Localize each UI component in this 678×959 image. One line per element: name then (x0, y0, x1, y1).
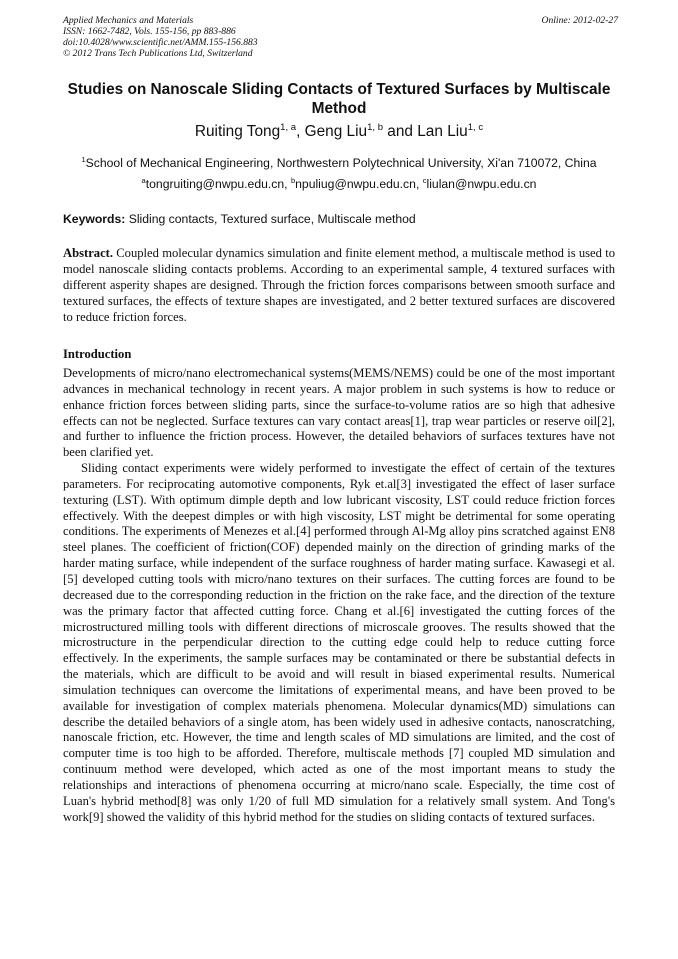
email-separator: , (284, 177, 291, 191)
keywords-text: Sliding contacts, Textured surface, Multiscale method (125, 212, 416, 226)
body-paragraph: Developments of micro/nano electromechanical systems(MEMS/NEMS) could be one of the most important advances in mechanical technology in recent years. A major problem in such systems is how to reduce or enhance friction forces between sliding parts, since the surface-to-volume ratios are so high that adhesive effects can not be neglected. Surface textures can vary contact areas[1], trap wear particles or reserve oil[2], and further to influence the friction process. However, the detailed behaviors of surfaces textures have not been clarified yet. (63, 366, 615, 460)
author-name: Geng Liu (304, 123, 368, 140)
email-superscript: b (290, 175, 296, 185)
journal-header (63, 15, 618, 59)
author-list (63, 122, 615, 141)
abstract (63, 246, 615, 326)
journal-name: Applied Mechanics and Materials (63, 15, 194, 26)
author-separator: , (296, 123, 305, 140)
copyright-line: © 2012 Trans Tech Publications Ltd, Switzerland (63, 48, 253, 59)
abstract-label: Abstract. (63, 246, 114, 260)
email-separator: , (415, 177, 423, 191)
issn-line: ISSN: 1662-7482, Vols. 155-156, pp 883-886 (63, 26, 236, 37)
abstract-text: Coupled molecular dynamics simulation and finite element method, a multiscale method is used to model nanoscale sliding contacts problems. According to an experimental sample, 4 textured surfaces with different asperity shapes are designed. Through the friction forces comparisons between smooth surface and textured surfaces, the effects of texture shapes are investigated, and 2 better textured surfaces are discovered to reduce friction forces. (63, 246, 615, 324)
email-link[interactable]: tongruiting@nwpu.edu.cn (145, 177, 285, 191)
introduction-body (63, 366, 615, 825)
keywords-label: Keywords: (63, 212, 126, 226)
online-date: Online: 2012-02-27 (541, 15, 618, 26)
email-link[interactable]: npuliug@nwpu.edu.cn (295, 177, 416, 191)
paper-title: Studies on Nanoscale Sliding Contacts of Textured Surfaces by Multiscale Method (67, 81, 611, 117)
affiliation-superscript: 1 (81, 154, 86, 164)
introduction-heading: Introduction (63, 347, 132, 361)
author-superscript: 1, a (280, 121, 297, 133)
author-superscript: 1, b (367, 121, 383, 133)
email-superscript: a (141, 175, 146, 185)
keywords (63, 212, 615, 227)
author-emails (63, 177, 615, 192)
affiliation-text: School of Mechanical Engineering, Northwestern Polytechnical University, Xi'an 710072, China (85, 156, 597, 170)
email-superscript: c (422, 175, 427, 185)
author-superscript: 1, c (467, 121, 484, 133)
email-link[interactable]: liulan@nwpu.edu.cn (426, 177, 537, 191)
author-name: Ruiting Tong (194, 123, 281, 140)
doi-line: doi:10.4028/www.scientific.net/AMM.155-156.883 (63, 37, 258, 48)
body-paragraph: Sliding contact experiments were widely performed to investigate the effect of certain of the textures parameters. For reciprocating automotive components, Ryk et.al[3] investigated the effect of laser surface texturing (LST). With optimum dimple depth and low lubricant viscosity, LST could reduce friction forces effectively. With the deepest dimples or with high viscosity, LST might be detrimental for some operating conditions. The experiments of Menezes et al.[4] performed through Al-Mg alloy pins scratched against EN8 steel planes. The coefficient of friction(COF) depended mainly on the direction of grinding marks of the harder mating surface, while independent of the surface roughness of harder mating surface. Kawasegi et al.[5] developed cutting tools with micro/nano textures on their surfaces. The cutting forces are found to be decreased due to the corresponding reduction in the friction on the rake face, and the direction of the texture was the primary factor that affected cutting force. Chang et al.[6] investigated the cutting forces of the microstructured milling tools with different directions of microscale grooves. The results showed that the microstructure in the perpendicular direction to the cutting edge could help to reduce cutting force effectively. In the experiments, the sample surfaces may be contaminated or there be substantial defects in the materials, which are difficult to be avoid and will result in biased experimental results. Numerical simulation techniques can overcome the limitations of experimental means, and have been proved to be available for investigation of complex materials phenomena. Molecular dynamics(MD) simulations can describe the detailed behaviors of a single atom, has been widely used in adhesive contacts, nanoscratching, nanoscale friction, etc. However, the time and length scales of MD simulations are limited, and the cost of computer time is too high to be afforded. Therefore, multiscale methods [7] coupled MD simulation and continuum method were developed, which acted as one of the most important means to study the relationships and interactions of phenomena occurring at micro/nano scale. Especially, the time cost of Luan's hybrid method[8] was only 1/20 of full MD simulation for a relatively small system. And Tong's work[9] showed the validity of this hybrid method for the studies on sliding contacts of textured surfaces. (63, 461, 615, 824)
author-separator: and (383, 123, 418, 140)
affiliation (63, 156, 615, 171)
author-name: Lan Liu (417, 123, 468, 140)
